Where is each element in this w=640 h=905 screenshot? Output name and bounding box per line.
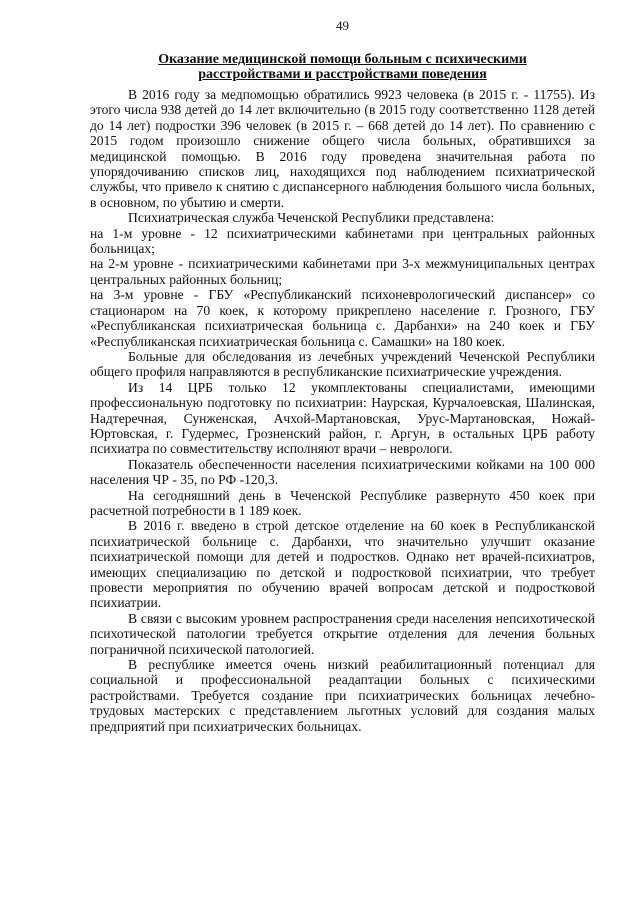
paragraph-borderline-department: В связи с высоким уровнем распространения среди населения непсихотической психотической патологии требуется открытие отделения для лечения больных пограничной психической патологией. xyxy=(90,610,595,657)
paragraph-staffing: Из 14 ЦРБ только 12 укомплектованы специалистами, имеющими профессиональную подготовку по психиатрии: Наурская, Курчалоевская, Шалинская, Надтеречная, Сунженская, Ачхой-Мартановская, Урус-Мартановская, Ножай-Юртовская, г. Гудермес, Грозненский район, г. Аргун, в остальных ЦРБ работу психиатра по совместительству исполняют врачи – неврологи. xyxy=(90,379,595,457)
paragraph-referral: Больные для обследования из лечебных учреждений Чеченской Республики общего профиля направляются в республиканские психиатрические учреждения. xyxy=(90,348,595,380)
document-page xyxy=(90,18,595,734)
paragraph-level-2: на 2-м уровне - психиатрическими кабинетами при 3-х межмуниципальных центрах центральных районных больниц; xyxy=(90,256,595,287)
paragraph-rehabilitation: В республике имеется очень низкий реабилитационный потенциал для социальной и профессиональной реадаптации больных с психическими растройствами. Требуется создание при психиатрических больницах лечебно-трудовых мастерских с представлением льготных условий для создания малых предприятий при психиатрических больницах. xyxy=(90,657,595,734)
document-title xyxy=(90,53,595,82)
paragraph-patient-statistics: В 2016 году за медпомощью обратились 9923 человека (в 2015 г. - 11755). Из этого числа 938 детей до 14 лет включительно (в 2015 году соответственно 1128 детей до 14 лет) подростки 396 человек (в 2015 г. – 668 детей до 14 лет). По сравнению с 2015 годом произошло снижение общего числа больных, обратившихся за медицинской помощью. В 2016 году проведена значительная работа по упорядочиванию списков лиц, находящихся под наблюдением психиатрической службы, что привело к снятию с диспансерного наблюдения большого числа больных, в основном, по убытию и смерти. xyxy=(90,87,595,210)
paragraph-children-department: В 2016 г. введено в строй детское отделение на 60 коек в Республиканской психиатрической больнице с. Дарбанхи, что значительно улучшит оказание психиатрической помощи для детей и подростков. Однако нет врачей-психиатров, имеющих специализацию по детской и подростковой психиатрии, что требует провести мероприятия по обучению врачей вопросам детской и подростковой психиатрии. xyxy=(90,518,595,611)
document-title-line-1: Оказание медицинской помощи больным с психическими xyxy=(158,52,527,67)
paragraph-bed-ratio: Показатель обеспеченности населения психиатрическими койками на 100 000 населения ЧР - 35, по РФ -120,3. xyxy=(90,456,595,488)
paragraph-level-1: на 1-м уровне - 12 психиатрическими кабинетами при центральных районных больницах; xyxy=(90,225,595,257)
paragraph-level-3: на 3-м уровне - ГБУ «Республиканский психоневрологический диспансер» со стационаром на 70 коек, к которому прикреплено население г. Грозного, ГБУ «Республиканская психиатрическая больница с. Дарбанхи» на 240 коек и ГБУ «Республиканская психиатрическая больница с. Самашки» на 180 коек. xyxy=(90,287,595,349)
page-number: 49 xyxy=(336,18,349,33)
paragraph-service-structure-intro: Психиатрическая служба Чеченской Республики представлена: xyxy=(128,210,495,226)
paragraph-bed-count: На сегодняшний день в Чеченской Республике развернуто 450 коек при расчетной потребности в 1 189 коек. xyxy=(90,487,595,518)
document-title-line-2: расстройствами и расстройствами поведения xyxy=(198,66,487,82)
